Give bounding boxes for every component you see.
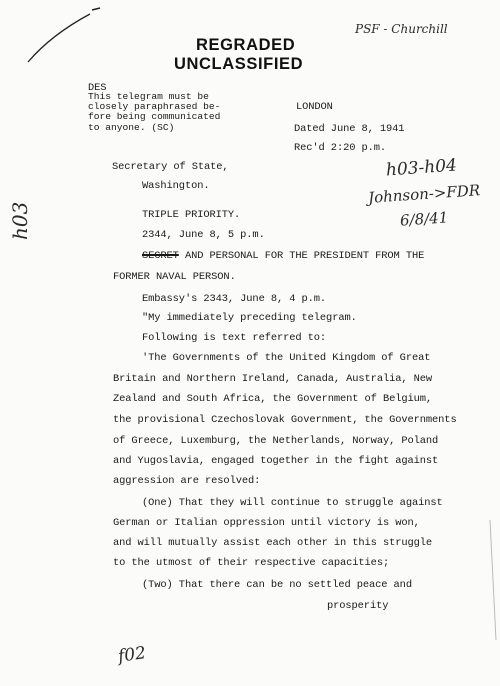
body-line: and Yugoslavia, engaged together in the fight against [113, 455, 439, 467]
addressee: Secretary of State, [112, 161, 229, 173]
body-line: Britain and Northern Ireland, Canada, Australia, New [113, 373, 433, 385]
clause-one-line: (One) That they will continue to struggle against [142, 497, 443, 509]
notice-line: fore being communicated [88, 111, 221, 123]
notice-line: closely paraphrased be- [88, 101, 221, 113]
subject-line-2: FORMER NAVAL PERSON. [113, 271, 236, 283]
dated-line: Dated June 8, 1941 [294, 123, 405, 135]
page-edge-shadow [490, 520, 496, 640]
corner-pen-stroke [28, 14, 90, 62]
telegram-number: 2344, June 8, 5 p.m. [142, 229, 265, 241]
priority-line: TRIPLE PRIORITY. [142, 209, 241, 221]
subject-line [142, 250, 424, 262]
struck-classification: SECRET [142, 250, 179, 262]
handwritten-margin-number: h03 [8, 201, 32, 240]
body-line: the provisional Czechoslovak Government, the Governments [113, 414, 457, 426]
body-line: 'The Governments of the United Kingdom of Great [142, 352, 431, 364]
body-line: of Greece, Luxemburg, the Netherlands, Norway, Poland [113, 435, 439, 447]
regraded-stamp-line1: REGRADED [196, 36, 296, 54]
body-line: aggression are resolved: [113, 475, 261, 487]
body-line: Zealand and South Africa, the Government of Belgium, [113, 393, 433, 405]
paraphrase-notice [88, 92, 220, 133]
quote-open-line: "My immediately preceding telegram. [142, 312, 357, 324]
regraded-stamp-line2: UNCLASSIFIED [174, 55, 304, 73]
handwritten-file-note: PSF - Churchill [355, 22, 448, 36]
clause-two-line: (Two) That there can be no settled peace and [142, 579, 412, 591]
continuation-word: prosperity [327, 600, 389, 612]
handwritten-date: 6/8/41 [399, 208, 449, 230]
notice-line: This telegram must be [88, 91, 209, 102]
handwritten-bottom-number: f02 [116, 643, 148, 667]
received-line: Rec'd 2:20 p.m. [294, 142, 387, 154]
clause-one-line: and will mutually assist each other in this struggle [113, 537, 433, 549]
des-code: DES [88, 82, 107, 94]
handwritten-routing: Johnson->FDR [367, 181, 481, 207]
addressee-city: Washington. [142, 180, 210, 192]
handwritten-page-range: h03-h04 [385, 155, 458, 181]
intro-line: Following is text referred to: [142, 332, 327, 344]
subject-text: AND PERSONAL FOR THE PRESIDENT FROM THE [178, 250, 425, 262]
clause-one-line: German or Italian oppression until victory is won, [113, 517, 420, 529]
clause-one-line: to the utmost of their respective capacities; [113, 557, 390, 569]
notice-line: to anyone. (SC) [88, 121, 175, 133]
origin-place: LONDON [296, 101, 333, 113]
reference-line: Embassy's 2343, June 8, 4 p.m. [142, 293, 327, 305]
